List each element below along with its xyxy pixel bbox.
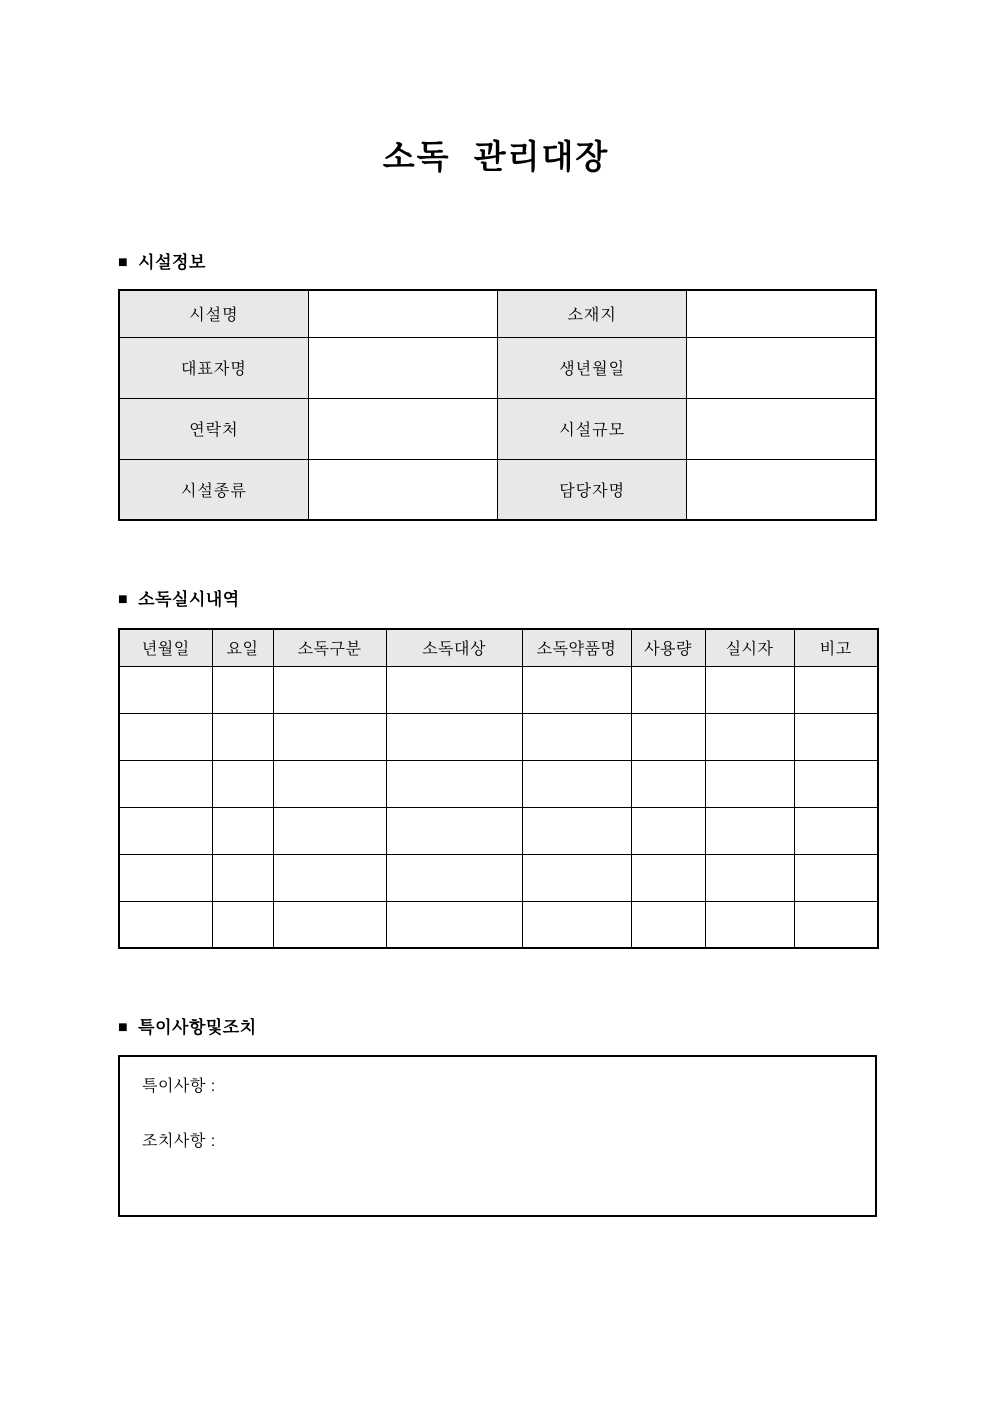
log-cell[interactable] bbox=[522, 807, 631, 854]
disinfection-log-table bbox=[118, 628, 879, 949]
table-row bbox=[119, 713, 878, 760]
log-cell[interactable] bbox=[119, 807, 212, 854]
log-cell[interactable] bbox=[386, 854, 522, 901]
facility-value-cell[interactable] bbox=[308, 398, 497, 459]
facility-label-cell: 시설규모 bbox=[498, 398, 687, 459]
facility-value-cell[interactable] bbox=[687, 290, 876, 337]
special-notes-label: 특이사항 : bbox=[142, 1078, 216, 1095]
log-cell[interactable] bbox=[273, 854, 386, 901]
log-cell[interactable] bbox=[631, 666, 705, 713]
facility-label-cell: 담당자명 bbox=[498, 459, 687, 520]
table-row bbox=[119, 666, 878, 713]
log-column-header: 실시자 bbox=[705, 629, 794, 666]
facility-value-cell[interactable] bbox=[308, 337, 497, 398]
table-row bbox=[119, 901, 878, 948]
log-cell[interactable] bbox=[212, 760, 273, 807]
facility-value-cell[interactable] bbox=[687, 337, 876, 398]
log-cell[interactable] bbox=[631, 807, 705, 854]
facility-value-cell[interactable] bbox=[308, 290, 497, 337]
notes-box bbox=[118, 1055, 877, 1217]
table-row bbox=[119, 760, 878, 807]
log-cell[interactable] bbox=[705, 666, 794, 713]
table-row bbox=[119, 290, 876, 337]
log-cell[interactable] bbox=[794, 713, 878, 760]
log-cell[interactable] bbox=[386, 666, 522, 713]
facility-value-cell[interactable] bbox=[308, 459, 497, 520]
log-column-header: 소독약품명 bbox=[522, 629, 631, 666]
log-cell[interactable] bbox=[522, 713, 631, 760]
log-column-header: 소독대상 bbox=[386, 629, 522, 666]
log-cell[interactable] bbox=[705, 807, 794, 854]
facility-label-cell: 소재지 bbox=[498, 290, 687, 337]
facility-label-cell: 생년월일 bbox=[498, 337, 687, 398]
log-column-header: 사용량 bbox=[631, 629, 705, 666]
section-bullet-icon: ■ bbox=[118, 591, 129, 608]
log-cell[interactable] bbox=[631, 760, 705, 807]
action-notes-value[interactable] bbox=[224, 1131, 624, 1153]
log-cell[interactable] bbox=[794, 901, 878, 948]
log-cell[interactable] bbox=[212, 713, 273, 760]
log-cell[interactable] bbox=[631, 854, 705, 901]
log-cell[interactable] bbox=[386, 807, 522, 854]
special-notes-line bbox=[142, 1076, 624, 1098]
table-row bbox=[119, 459, 876, 520]
log-cell[interactable] bbox=[119, 901, 212, 948]
log-cell[interactable] bbox=[522, 854, 631, 901]
log-column-header: 요일 bbox=[212, 629, 273, 666]
section-bullet-icon: ■ bbox=[118, 1019, 129, 1036]
log-cell[interactable] bbox=[522, 666, 631, 713]
log-cell[interactable] bbox=[212, 901, 273, 948]
log-cell[interactable] bbox=[119, 760, 212, 807]
log-cell[interactable] bbox=[212, 666, 273, 713]
log-column-header: 비고 bbox=[794, 629, 878, 666]
log-cell[interactable] bbox=[631, 713, 705, 760]
section-heading-label: 특이사항및조치 bbox=[138, 1018, 257, 1037]
log-cell[interactable] bbox=[631, 901, 705, 948]
log-cell[interactable] bbox=[386, 760, 522, 807]
action-notes-line bbox=[142, 1131, 624, 1153]
log-column-header: 소독구분 bbox=[273, 629, 386, 666]
log-cell[interactable] bbox=[705, 901, 794, 948]
log-cell[interactable] bbox=[705, 713, 794, 760]
page-title: 소독 관리대장 bbox=[382, 138, 610, 175]
facility-value-cell[interactable] bbox=[687, 398, 876, 459]
log-cell[interactable] bbox=[212, 854, 273, 901]
facility-value-cell[interactable] bbox=[687, 459, 876, 520]
log-cell[interactable] bbox=[273, 901, 386, 948]
log-cell[interactable] bbox=[119, 854, 212, 901]
table-row bbox=[119, 337, 876, 398]
log-cell[interactable] bbox=[794, 854, 878, 901]
section-bullet-icon: ■ bbox=[118, 254, 129, 271]
section-heading-log bbox=[118, 587, 240, 613]
log-cell[interactable] bbox=[794, 666, 878, 713]
facility-info-table bbox=[118, 289, 877, 521]
table-row bbox=[119, 398, 876, 459]
facility-label-cell: 대표자명 bbox=[119, 337, 308, 398]
section-heading-notes bbox=[118, 1015, 257, 1041]
log-cell[interactable] bbox=[386, 901, 522, 948]
section-heading-label: 시설정보 bbox=[138, 253, 206, 272]
log-header-row bbox=[119, 629, 878, 666]
log-cell[interactable] bbox=[119, 666, 212, 713]
log-cell[interactable] bbox=[705, 854, 794, 901]
log-column-header: 년월일 bbox=[119, 629, 212, 666]
log-cell[interactable] bbox=[212, 807, 273, 854]
section-heading-label: 소독실시내역 bbox=[138, 590, 240, 609]
log-cell[interactable] bbox=[705, 760, 794, 807]
special-notes-value[interactable] bbox=[224, 1076, 624, 1098]
table-row bbox=[119, 854, 878, 901]
log-cell[interactable] bbox=[522, 901, 631, 948]
log-cell[interactable] bbox=[794, 760, 878, 807]
log-cell[interactable] bbox=[273, 807, 386, 854]
log-cell[interactable] bbox=[522, 760, 631, 807]
action-notes-label: 조치사항 : bbox=[142, 1133, 216, 1150]
table-row bbox=[119, 807, 878, 854]
log-cell[interactable] bbox=[273, 713, 386, 760]
facility-label-cell: 시설명 bbox=[119, 290, 308, 337]
section-heading-facility bbox=[118, 250, 206, 276]
facility-label-cell: 연락처 bbox=[119, 398, 308, 459]
log-cell[interactable] bbox=[794, 807, 878, 854]
log-cell[interactable] bbox=[119, 713, 212, 760]
facility-label-cell: 시설종류 bbox=[119, 459, 308, 520]
log-cell[interactable] bbox=[386, 713, 522, 760]
log-cell[interactable] bbox=[273, 666, 386, 713]
log-cell[interactable] bbox=[273, 760, 386, 807]
